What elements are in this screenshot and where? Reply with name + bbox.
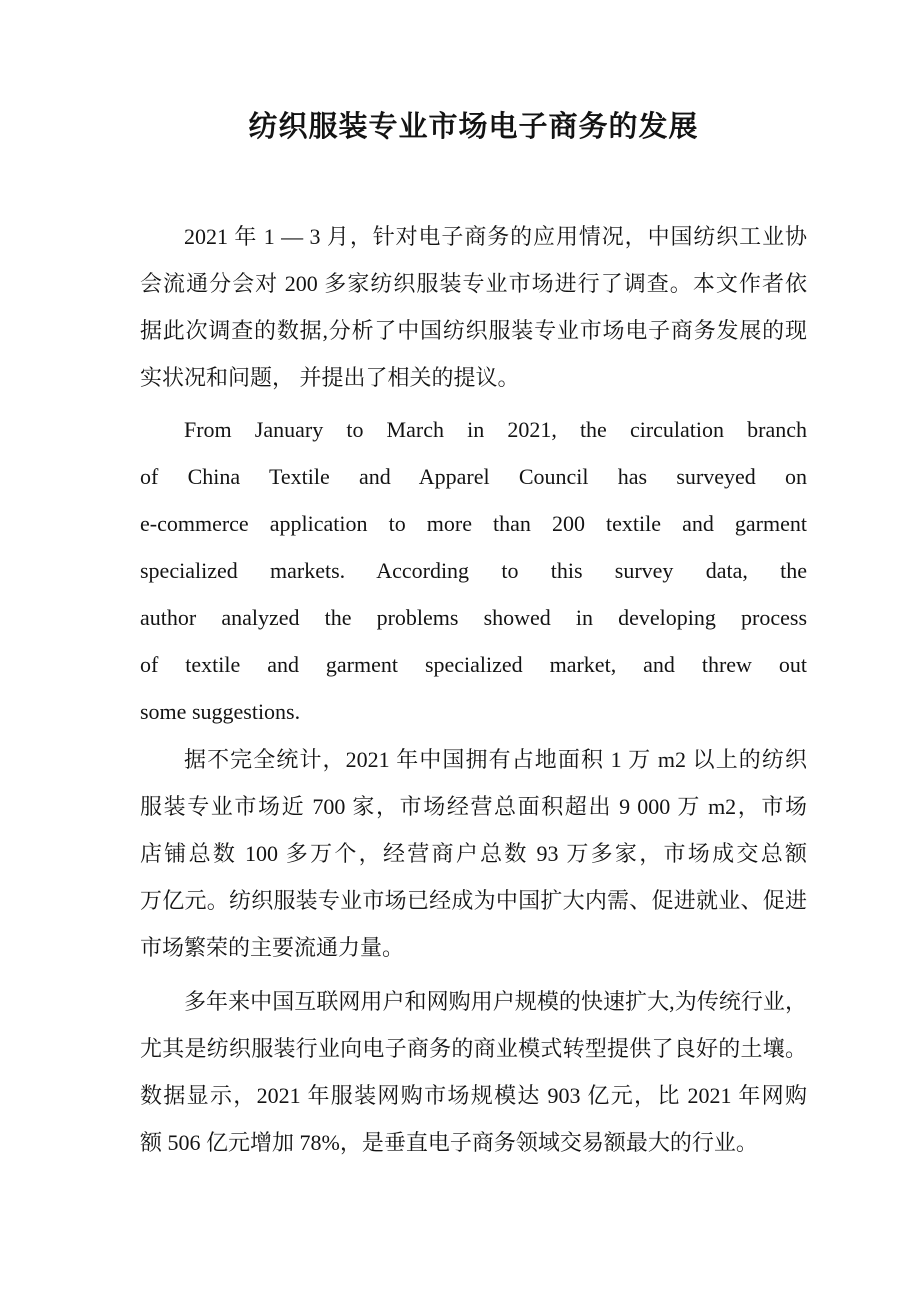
text-line: author analyzed the problems showed in developing process (140, 605, 807, 630)
text-line: 数据显示，2021 年服装网购市场规模达 903 亿元，比 2021 年网购 (140, 1083, 807, 1108)
text-line: 万亿元。纺织服装专业市场已经成为中国扩大内需、促进就业、促进 (140, 888, 807, 913)
text-line: 2021 年 1 — 3 月，针对电子商务的应用情况，中国纺织工业协 (184, 224, 807, 249)
text-line: 多年来中国互联网用户和网购用户规模的快速扩大,为传统行业， (184, 989, 807, 1014)
text-line: e-commerce application to more than 200 textile and garment (140, 511, 807, 536)
text-line: 市场繁荣的主要流通力量。 (140, 935, 405, 960)
paragraph-chinese-statistics (140, 736, 807, 971)
paragraph-english-abstract (140, 406, 807, 735)
text-line: specialized markets. According to this survey data, the (140, 558, 807, 583)
text-line: 实状况和问题， 并提出了相关的提议。 (140, 365, 520, 390)
text-line: 会流通分会对 200 多家纺织服装专业市场进行了调查。本文作者依 (140, 271, 807, 296)
text-line: 据不完全统计，2021 年中国拥有占地面积 1 万 m2 以上的纺织 (184, 747, 807, 772)
text-line: of textile and garment specialized market, and threw out (140, 652, 807, 677)
text-line: 尤其是纺织服装行业向电子商务的商业模式转型提供了良好的土壤。 (140, 1036, 807, 1061)
text-line: 店铺总数 100 多万个，经营商户总数 93 万多家，市场成交总额 (140, 841, 807, 866)
text-line: of China Textile and Apparel Council has surveyed on (140, 464, 807, 489)
document-title: 纺织服装专业市场电子商务的发展 (248, 111, 699, 143)
text-line: 服装专业市场近 700 家，市场经营总面积超出 9 000 万 m2，市场 (140, 794, 807, 819)
text-line: 额 506 亿元增加 78%，是垂直电子商务领域交易额最大的行业。 (140, 1130, 758, 1155)
text-line: 据此次调查的数据,分析了中国纺织服装专业市场电子商务发展的现 (140, 318, 807, 343)
paragraph-chinese-intro (140, 213, 807, 401)
paragraph-chinese-growth (140, 978, 807, 1166)
text-line: some suggestions. (140, 699, 301, 724)
text-line: From January to March in 2021, the circulation branch (184, 417, 807, 442)
